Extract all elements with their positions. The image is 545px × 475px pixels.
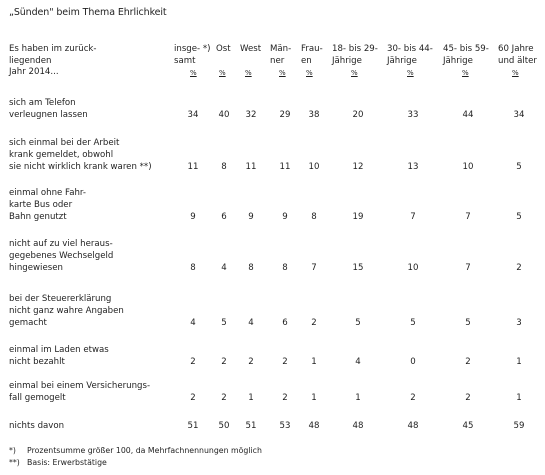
footnote [9, 458, 107, 468]
row-label: sich einmal bei der Arbeit krank gemeldet, obwohl sie nicht wirklich krank waren **) [9, 138, 152, 172]
table-cell: 44 [462, 110, 474, 120]
table-cell: 5 [465, 318, 471, 328]
row-label: einmal im Laden etwas nicht bezahlt [9, 345, 109, 367]
footnote-marker: *) [9, 446, 16, 455]
table-cell: 29 [279, 110, 291, 120]
row-label: nichts davon [9, 421, 65, 431]
table-cell: 6 [221, 212, 227, 222]
row-label: einmal bei einem Versicherungs- fall gemogelt [9, 381, 151, 403]
table-cell: 2 [221, 357, 227, 367]
column-header: Frau- en [301, 44, 323, 66]
table-cell: 1 [311, 357, 317, 367]
table-cell: 2 [465, 393, 471, 403]
table-cell: 11 [187, 162, 199, 172]
column-header: West [240, 44, 262, 54]
table-title: „Sünden" beim Thema Ehrlichkeit [9, 7, 167, 18]
table-cell: 59 [513, 421, 525, 431]
column-header: 30- bis 44- Jährige [387, 44, 433, 66]
table-cell: 4 [190, 318, 196, 328]
table-cell: 1 [516, 393, 522, 403]
table-cell: 5 [221, 318, 227, 328]
table-cell: 2 [282, 357, 288, 367]
table-cell: 2 [221, 393, 227, 403]
column-unit: % [219, 69, 226, 77]
column-unit: % [245, 69, 252, 77]
table-cell: 10 [407, 263, 419, 273]
table-cell: 2 [190, 357, 196, 367]
table-cell: 2 [516, 263, 522, 273]
table-cell: 51 [245, 421, 257, 431]
column-header: insge- *) samt [174, 44, 211, 66]
table-cell: 48 [407, 421, 419, 431]
table-cell: 51 [187, 421, 199, 431]
table-cell: 2 [282, 393, 288, 403]
column-unit: % [306, 69, 313, 77]
table-cell: 9 [282, 212, 288, 222]
table-cell: 5 [410, 318, 416, 328]
row-label: sich am Telefon verleugnen lassen [9, 98, 88, 120]
table-cell: 45 [462, 421, 474, 431]
table-cell: 2 [248, 357, 254, 367]
table-cell: 4 [248, 318, 254, 328]
table-cell: 5 [516, 212, 522, 222]
table-cell: 48 [308, 421, 320, 431]
table-cell: 2 [190, 393, 196, 403]
table-cell: 48 [352, 421, 364, 431]
column-unit: % [462, 69, 469, 77]
table-cell: 8 [190, 263, 196, 273]
table-cell: 11 [245, 162, 257, 172]
row-label: nicht auf zu viel heraus- gegebenes Wechselgeld hingewiesen [9, 239, 114, 273]
table-cell: 1 [248, 393, 254, 403]
table-cell: 1 [516, 357, 522, 367]
table-cell: 32 [245, 110, 257, 120]
column-unit: % [279, 69, 286, 77]
table-cell: 10 [462, 162, 474, 172]
column-unit: % [190, 69, 197, 77]
table-cell: 9 [248, 212, 254, 222]
table-cell: 8 [248, 263, 254, 273]
column-header: 18- bis 29- Jährige [332, 44, 378, 66]
footnote-text: Basis: Erwerbstätige [27, 458, 107, 467]
table-cell: 3 [516, 318, 522, 328]
table-cell: 7 [410, 212, 416, 222]
table-cell: 4 [355, 357, 361, 367]
table-cell: 33 [407, 110, 419, 120]
footnote-marker: **) [9, 458, 20, 467]
table-cell: 2 [311, 318, 317, 328]
footnote [9, 446, 262, 456]
column-header: Män- ner [270, 44, 292, 66]
table-cell: 8 [221, 162, 227, 172]
table-cell: 6 [282, 318, 288, 328]
table-cell: 12 [352, 162, 364, 172]
table-cell: 0 [410, 357, 416, 367]
column-unit: % [407, 69, 414, 77]
table-cell: 2 [410, 393, 416, 403]
table-cell: 1 [311, 393, 317, 403]
table-cell: 15 [352, 263, 364, 273]
stub-header: Es haben im zurück- liegenden Jahr 2014... [9, 44, 97, 77]
table-cell: 34 [187, 110, 199, 120]
table-cell: 5 [355, 318, 361, 328]
column-unit: % [512, 69, 519, 77]
table-cell: 53 [279, 421, 291, 431]
table-cell: 8 [311, 212, 317, 222]
table-cell: 40 [218, 110, 230, 120]
column-header: 60 Jahre und älter [498, 44, 537, 66]
table-cell: 1 [355, 393, 361, 403]
table-cell: 11 [279, 162, 291, 172]
table-cell: 19 [352, 212, 364, 222]
table-cell: 20 [352, 110, 364, 120]
table-cell: 4 [221, 263, 227, 273]
table-cell: 7 [465, 263, 471, 273]
table-cell: 7 [465, 212, 471, 222]
table-cell: 13 [407, 162, 419, 172]
table-cell: 5 [516, 162, 522, 172]
table-cell: 38 [308, 110, 320, 120]
table-cell: 10 [308, 162, 320, 172]
table-cell: 9 [190, 212, 196, 222]
table-cell: 34 [513, 110, 525, 120]
row-label: bei der Steuererklärung nicht ganz wahre Angaben gemacht [9, 294, 124, 328]
footnote-text: Prozentsumme größer 100, da Mehrfachnennungen möglich [27, 446, 262, 455]
table-cell: 2 [465, 357, 471, 367]
column-unit: % [351, 69, 358, 77]
column-header: 45- bis 59- Jährige [443, 44, 489, 66]
column-header: Ost [216, 44, 231, 54]
table-cell: 8 [282, 263, 288, 273]
table-cell: 50 [218, 421, 230, 431]
table-cell: 7 [311, 263, 317, 273]
row-label: einmal ohne Fahr- karte Bus oder Bahn genutzt [9, 188, 86, 222]
